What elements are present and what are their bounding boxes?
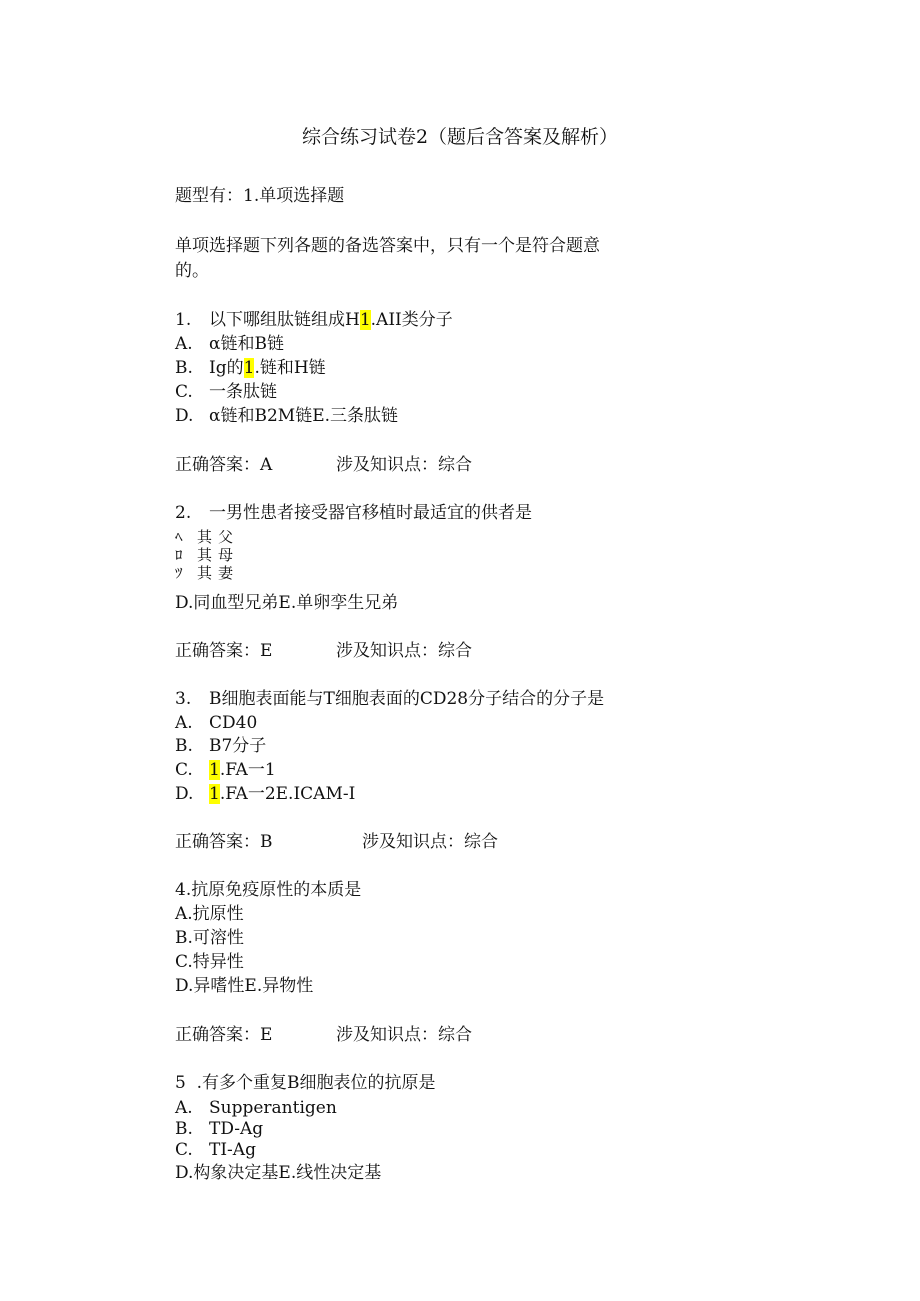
option-label: D. — [175, 406, 194, 426]
option-label: C. — [175, 382, 193, 402]
question-4-option-b: B.可溶性 — [175, 928, 244, 948]
question-number: 1. — [175, 310, 192, 330]
question-1-option-c — [175, 381, 277, 403]
question-4-option-c: C.特异性 — [175, 952, 244, 972]
topic-text: 涉及知识点：综合 — [336, 1025, 472, 1045]
stem-text: .AII类分子 — [370, 310, 453, 330]
page-title: 综合练习试卷2（题后含答案及解析） — [301, 126, 619, 148]
option-label: B. — [175, 736, 193, 756]
question-3-option-c — [175, 759, 276, 781]
question-5-option-b — [175, 1118, 263, 1140]
option-text: CD40 — [209, 713, 258, 733]
question-number: 2. — [175, 503, 192, 523]
option-text: .FA一2E.ICAM-I — [219, 784, 356, 804]
option-label: A. — [175, 713, 193, 733]
option-label: C. — [175, 1140, 193, 1160]
question-2-option-b — [175, 546, 239, 564]
question-1-answer — [175, 454, 472, 476]
topic-text: 涉及知识点：综合 — [362, 832, 498, 852]
option-text: 其父 — [197, 528, 240, 546]
question-4-answer — [175, 1024, 472, 1046]
option-text: Supperantigen — [209, 1098, 337, 1118]
option-text: 一条肽链 — [209, 382, 277, 402]
option-text: α链和B链 — [209, 334, 284, 354]
option-text: .链和H链 — [254, 358, 326, 378]
question-3-option-d — [175, 783, 355, 805]
question-1-option-b — [175, 357, 326, 379]
instructions-line-2: 的。 — [175, 261, 209, 281]
question-1-option-d — [175, 405, 398, 427]
option-text: B7分子 — [209, 736, 267, 756]
question-2-answer — [175, 640, 472, 662]
question-4-option-d: D.异嗜性E.异物性 — [175, 976, 314, 996]
question-1-option-a — [175, 333, 284, 355]
option-label: A. — [175, 334, 193, 354]
option-label: ﾛ — [175, 546, 183, 564]
answer-text: 正确答案：E — [175, 1025, 273, 1045]
question-5-option-d: D.构象决定基E.线性决定基 — [175, 1163, 382, 1183]
answer-text: 正确答案：B — [175, 832, 273, 852]
question-3-option-b — [175, 735, 266, 757]
option-text: .FA一1 — [219, 760, 276, 780]
stem-text: B细胞表面能与T细胞表面的CD28分子结合的分子是 — [209, 689, 605, 709]
option-text: 其妻 — [197, 564, 240, 582]
option-text: 其母 — [197, 546, 240, 564]
answer-text: 正确答案：A — [175, 455, 273, 475]
section-type: 题型有：1.单项选择题 — [175, 186, 345, 206]
option-text: α链和B2M链E.三条肽链 — [209, 406, 399, 426]
question-2-option-a — [175, 528, 239, 546]
option-label: B. — [175, 358, 193, 378]
option-text: TI-Ag — [209, 1140, 256, 1160]
highlight: 1 — [359, 310, 371, 330]
question-5-stem: 5 .有多个重复B细胞表位的抗原是 — [175, 1073, 436, 1093]
question-3-stem — [175, 688, 604, 710]
question-4-stem: 4.抗原免疫原性的本质是 — [175, 880, 362, 900]
stem-text: 一男性患者接受器官移植时最适宜的供者是 — [209, 503, 532, 523]
instructions-line-1: 单项选择题下列各题的备选答案中，只有一个是符合题意 — [175, 236, 600, 256]
highlight: 1 — [209, 760, 220, 780]
answer-text: 正确答案：E — [175, 641, 273, 661]
option-text: TD-Ag — [209, 1119, 264, 1139]
question-5-option-a — [175, 1097, 337, 1119]
question-3-answer — [175, 831, 498, 853]
topic-text: 涉及知识点：综合 — [336, 455, 472, 475]
option-label: D. — [175, 784, 194, 804]
option-label: A. — [175, 1098, 193, 1118]
option-label: ﾂ — [175, 564, 183, 582]
question-2-option-c — [175, 564, 239, 582]
question-5-option-c — [175, 1139, 256, 1161]
question-2-stem — [175, 502, 532, 524]
topic-text: 涉及知识点：综合 — [336, 641, 472, 661]
question-number: 3. — [175, 689, 192, 709]
option-label: C. — [175, 760, 193, 780]
stem-text: 以下哪组肽链组成H — [209, 310, 360, 330]
question-3-option-a — [175, 712, 257, 734]
question-4-option-a: A.抗原性 — [175, 904, 244, 924]
highlight: 1 — [209, 784, 220, 804]
highlight: 1 — [243, 358, 255, 378]
option-label: B. — [175, 1119, 193, 1139]
option-label: ﾍ — [175, 528, 183, 546]
question-2-option-d: D.同血型兄弟E.单卵孪生兄弟 — [175, 593, 399, 613]
question-1-stem — [175, 309, 453, 331]
option-text: Ig的 — [209, 358, 244, 378]
